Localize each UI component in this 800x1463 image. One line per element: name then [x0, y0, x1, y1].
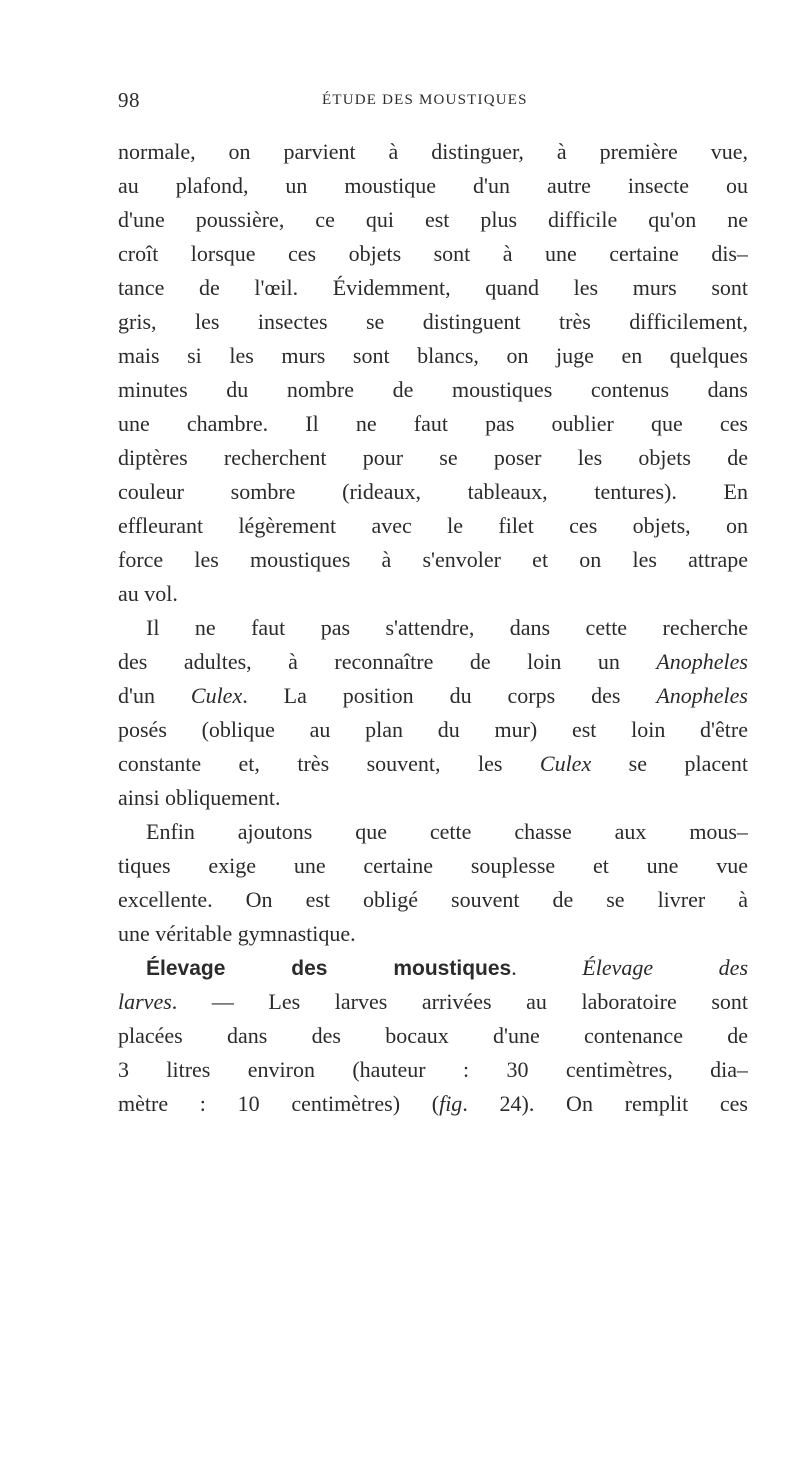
text-line	[118, 441, 748, 475]
text-segment: constante et, très souvent, les	[118, 751, 540, 776]
text-line	[118, 1053, 748, 1087]
text-segment: d'un	[118, 683, 191, 708]
text-line	[118, 1019, 748, 1053]
text-line	[118, 203, 748, 237]
text-line	[118, 169, 748, 203]
page-header	[118, 88, 748, 124]
text-line	[118, 135, 748, 169]
italic-term: Élevage des	[582, 955, 748, 980]
page-number: 98	[118, 88, 140, 112]
text-line	[118, 883, 748, 917]
text-segment: mais si les murs sont blancs, on juge en quelques	[118, 343, 748, 368]
text-line	[118, 543, 748, 577]
text-line	[118, 645, 748, 679]
text-segment: une véritable gymnastique.	[118, 921, 356, 946]
text-segment: une chambre. Il ne faut pas oublier que ces	[118, 411, 748, 436]
text-segment: au plafond, un moustique d'un autre insecte ou	[118, 173, 748, 198]
text-line	[118, 747, 748, 781]
text-segment: croît lorsque ces objets sont à une certaine dis–	[118, 241, 748, 266]
text-segment: au vol.	[118, 581, 178, 606]
text-segment: couleur sombre (rideaux, tableaux, tentures). En	[118, 479, 748, 504]
text-line	[118, 373, 748, 407]
text-line	[118, 985, 748, 1019]
text-segment: Il ne faut pas s'attendre, dans cette recherche	[146, 615, 748, 640]
text-segment: des adultes, à reconnaître de loin un	[118, 649, 657, 674]
italic-term: Culex	[539, 751, 592, 776]
text-segment: d'une poussière, ce qui est plus difficile qu'on ne	[118, 207, 748, 232]
italic-term: Anopheles	[656, 649, 748, 674]
text-line	[118, 339, 748, 373]
text-segment: posés (oblique au plan du mur) est loin d'être	[118, 717, 748, 742]
text-segment: gris, les insectes se distinguent très difficilement,	[118, 309, 748, 334]
text-line	[118, 305, 748, 339]
text-segment: tance de l'œil. Évidemment, quand les murs sont	[118, 275, 748, 300]
text-line	[118, 577, 748, 611]
text-line	[118, 237, 748, 271]
text-segment: . 24). On remplit ces	[462, 1091, 748, 1116]
text-line	[118, 781, 748, 815]
text-segment: ainsi obliquement.	[118, 785, 281, 810]
running-title: ÉTUDE DES MOUSTIQUES	[322, 92, 528, 108]
italic-term: Anopheles	[656, 683, 748, 708]
text-segment: minutes du nombre de moustiques contenus dans	[118, 377, 748, 402]
text-segment: excellente. On est obligé souvent de se livrer à	[118, 887, 748, 912]
text-segment: .	[511, 955, 583, 980]
section-heading: Élevage des moustiques	[146, 957, 512, 980]
text-line	[118, 475, 748, 509]
italic-term: fig	[439, 1091, 463, 1116]
text-line	[118, 407, 748, 441]
italic-term: Culex	[190, 683, 243, 708]
text-segment: . — Les larves arrivées au laboratoire sont	[171, 989, 748, 1014]
text-line	[118, 679, 748, 713]
text-line	[118, 849, 748, 883]
text-segment: placées dans des bocaux d'une contenance de	[118, 1023, 748, 1048]
text-segment: effleurant légèrement avec le filet ces objets, on	[118, 513, 748, 538]
text-line	[118, 815, 748, 849]
text-line	[118, 951, 748, 985]
body-text	[118, 135, 748, 1121]
text-segment: se placent	[591, 751, 748, 776]
text-line	[118, 917, 748, 951]
text-segment: tiques exige une certaine souplesse et une vue	[118, 853, 748, 878]
text-segment: diptères recherchent pour se poser les objets de	[118, 445, 748, 470]
text-segment: Enfin ajoutons que cette chasse aux mous–	[146, 819, 748, 844]
text-line	[118, 271, 748, 305]
text-segment: mètre : 10 centimètres) (	[118, 1091, 440, 1116]
text-segment: normale, on parvient à distinguer, à première vue,	[118, 139, 748, 164]
italic-term: larves	[118, 989, 172, 1014]
text-segment: 3 litres environ (hauteur : 30 centimètres, dia–	[118, 1057, 748, 1082]
text-line	[118, 713, 748, 747]
text-line	[118, 1087, 748, 1121]
text-line	[118, 509, 748, 543]
text-segment: . La position du corps des	[242, 683, 657, 708]
text-segment: force les moustiques à s'envoler et on les attrape	[118, 547, 748, 572]
text-line	[118, 611, 748, 645]
